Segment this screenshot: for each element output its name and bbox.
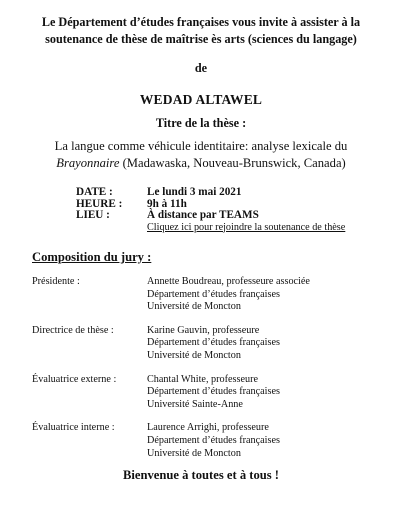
member-university: Université de Moncton bbox=[147, 349, 241, 361]
announcement-line-1: Le Département d’études françaises vous invite à assister à la bbox=[41, 15, 361, 29]
jury-member-external bbox=[32, 374, 392, 412]
time-value: 9h à 11h bbox=[147, 197, 187, 210]
jury-member-president bbox=[32, 276, 392, 314]
event-details bbox=[76, 187, 386, 233]
place-label: LIEU : bbox=[76, 209, 110, 221]
place-value: À distance par TEAMS bbox=[147, 209, 259, 221]
thesis-title bbox=[10, 138, 392, 172]
thesis-title-line-2 bbox=[10, 155, 392, 172]
member-role: Évaluatrice externe : bbox=[32, 373, 117, 385]
member-name: Karine Gauvin, professeure bbox=[147, 324, 260, 336]
thesis-title-rest: (Madawaska, Nouveau-Brunswick, Canada) bbox=[119, 156, 346, 170]
member-department: Département d’études françaises bbox=[147, 434, 280, 446]
date-row bbox=[76, 187, 386, 199]
member-name: Annette Boudreau, professeure associée bbox=[147, 276, 310, 287]
place-row bbox=[76, 210, 386, 222]
member-name: Laurence Arrighi, professeure bbox=[147, 422, 269, 434]
member-role: Directrice de thèse : bbox=[32, 324, 114, 336]
jury-member-internal bbox=[32, 422, 392, 460]
member-department: Département d’études françaises bbox=[147, 288, 280, 300]
member-department: Département d’études françaises bbox=[147, 337, 280, 349]
thesis-title-label: Titre de la thèse : bbox=[155, 116, 247, 130]
member-role: Présidente : bbox=[32, 276, 80, 287]
jury-members bbox=[32, 276, 392, 471]
member-info bbox=[147, 276, 392, 314]
time-label: HEURE : bbox=[76, 197, 123, 210]
candidate-name: WEDAD ALTAWEL bbox=[139, 92, 263, 107]
welcome-message: Bienvenue à toutes et à tous ! bbox=[122, 468, 279, 482]
jury-heading: Composition du jury : bbox=[32, 250, 152, 264]
member-info bbox=[147, 422, 392, 460]
member-name: Chantal White, professeure bbox=[147, 373, 258, 385]
member-info bbox=[147, 374, 392, 412]
date-label: DATE : bbox=[76, 186, 113, 198]
announcement-line-2: soutenance de thèse de maîtrise ès arts (sciences du langage) bbox=[45, 32, 357, 46]
join-defense-link[interactable]: Cliquez ici pour rejoindre la soutenance de thèse bbox=[147, 221, 346, 233]
member-info bbox=[147, 325, 392, 363]
connector-de: de bbox=[194, 61, 208, 75]
member-university: Université Sainte-Anne bbox=[147, 398, 243, 410]
jury-member-director bbox=[32, 325, 392, 363]
member-role: Évaluatrice interne : bbox=[32, 422, 115, 434]
member-university: Université de Moncton bbox=[147, 301, 241, 313]
date-value: Le lundi 3 mai 2021 bbox=[147, 186, 242, 198]
thesis-title-italic: Brayonnaire bbox=[56, 156, 120, 170]
thesis-title-line-1: La langue comme véhicule identitaire: analyse lexicale du bbox=[54, 139, 348, 153]
member-university: Université de Moncton bbox=[147, 447, 241, 459]
member-department: Département d’études françaises bbox=[147, 386, 280, 398]
announcement-text bbox=[12, 14, 390, 48]
